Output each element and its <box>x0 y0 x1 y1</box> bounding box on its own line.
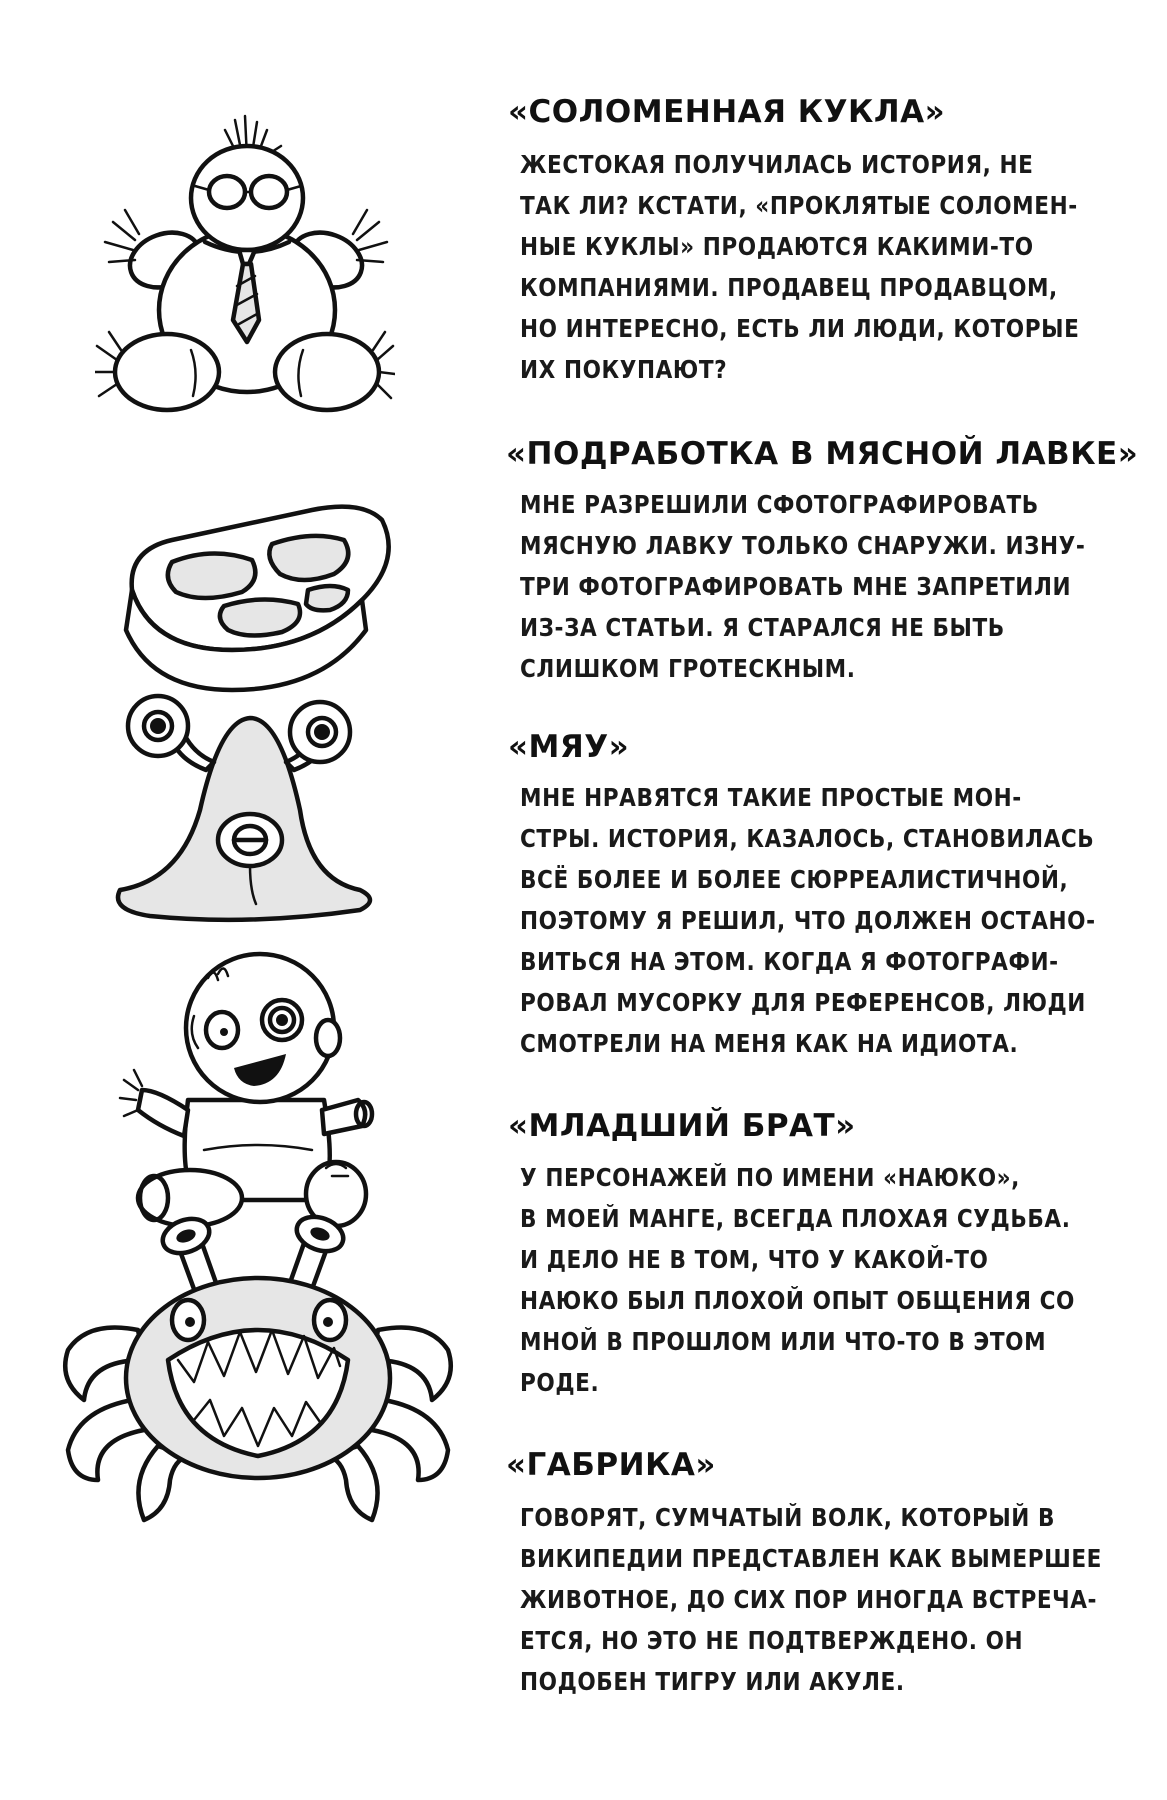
section-text-line: ЕТСЯ, НО ЭТО НЕ ПОДТВЕРЖДЕНО. ОН <box>520 1626 1024 1655</box>
section-text-line: ГОВОРЯТ, СУМЧАТЫЙ ВОЛК, КОТОРЫЙ В <box>520 1503 1056 1532</box>
section-text-line: ИХ ПОКУПАЮТ? <box>520 355 728 384</box>
baby-doll-icon <box>118 950 388 1230</box>
section-text-line: МНОЙ В ПРОШЛОМ ИЛИ ЧТО-ТО В ЭТОМ <box>520 1327 1047 1356</box>
crab-monster-icon <box>48 1210 468 1540</box>
steak-icon <box>112 500 402 700</box>
section-text-line: ИЗ-ЗА СТАТЬИ. Я СТАРАЛСЯ НЕ БЫТЬ <box>520 613 1005 642</box>
section-text-line: МНЕ НРАВЯТСЯ ТАКИЕ ПРОСТЫЕ МОН- <box>520 783 1022 812</box>
section-title: «СОЛОМЕННАЯ КУКЛА» <box>508 94 946 130</box>
section-text-line: НО ИНТЕРЕСНО, ЕСТЬ ЛИ ЛЮДИ, КОТОРЫЕ <box>520 314 1080 343</box>
section-title: «ПОДРАБОТКА В МЯСНОЙ ЛАВКЕ» <box>506 436 1139 472</box>
section-text-line: СТРЫ. ИСТОРИЯ, КАЗАЛОСЬ, СТАНОВИЛАСЬ <box>520 824 1095 853</box>
straw-doll-icon <box>95 110 395 450</box>
section-text-line: ЖЕСТОКАЯ ПОЛУЧИЛАСЬ ИСТОРИЯ, НЕ <box>520 150 1034 179</box>
section-text-line: У ПЕРСОНАЖЕЙ ПО ИМЕНИ «НАЮКО», <box>520 1163 1020 1192</box>
section-text-line: НЫЕ КУКЛЫ» ПРОДАЮТСЯ КАКИМИ-ТО <box>520 232 1034 261</box>
section-text-line: ВСЁ БОЛЕЕ И БОЛЕЕ СЮРРЕАЛИСТИЧНОЙ, <box>520 865 1069 894</box>
section-text-line: МЯСНУЮ ЛАВКУ ТОЛЬКО СНАРУЖИ. ИЗНУ- <box>520 531 1086 560</box>
section-text-line: ТАК ЛИ? КСТАТИ, «ПРОКЛЯТЫЕ СОЛОМЕН- <box>520 191 1078 220</box>
section-title: «МЛАДШИЙ БРАТ» <box>508 1108 856 1144</box>
section-text-line: ПОЭТОМУ Я РЕШИЛ, ЧТО ДОЛЖЕН ОСТАНО- <box>520 906 1096 935</box>
section-text-line: РОВАЛ МУСОРКУ ДЛЯ РЕФЕРЕНСОВ, ЛЮДИ <box>520 988 1086 1017</box>
section-text-line: И ДЕЛО НЕ В ТОМ, ЧТО У КАКОЙ-ТО <box>520 1245 989 1274</box>
section-text-line: ВИКИПЕДИИ ПРЕДСТАВЛЕН КАК ВЫМЕРШЕЕ <box>520 1544 1103 1573</box>
section-text-line: СЛИШКОМ ГРОТЕСКНЫМ. <box>520 654 856 683</box>
section-text-line: СМОТРЕЛИ НА МЕНЯ КАК НА ИДИОТА. <box>520 1029 1019 1058</box>
section-text-line: КОМПАНИЯМИ. ПРОДАВЕЦ ПРОДАВЦОМ, <box>520 273 1058 302</box>
section-text-line: ВИТЬСЯ НА ЭТОМ. КОГДА Я ФОТОГРАФИ- <box>520 947 1059 976</box>
slug-monster-icon <box>110 690 390 950</box>
section-text-line: МНЕ РАЗРЕШИЛИ СФОТОГРАФИРОВАТЬ <box>520 490 1039 519</box>
section-text-line: В МОЕЙ МАНГЕ, ВСЕГДА ПЛОХАЯ СУДЬБА. <box>520 1204 1071 1233</box>
section-title: «ГАБРИКА» <box>506 1447 716 1483</box>
section-text-line: НАЮКО БЫЛ ПЛОХОЙ ОПЫТ ОБЩЕНИЯ СО <box>520 1286 1075 1315</box>
section-text-line: РОДЕ. <box>520 1368 600 1397</box>
section-title: «МЯУ» <box>508 729 630 765</box>
section-text-line: ЖИВОТНОЕ, ДО СИХ ПОР ИНОГДА ВСТРЕЧА- <box>520 1585 1098 1614</box>
section-text-line: ТРИ ФОТОГРАФИРОВАТЬ МНЕ ЗАПРЕТИЛИ <box>520 572 1072 601</box>
section-text-line: ПОДОБЕН ТИГРУ ИЛИ АКУЛЕ. <box>520 1667 905 1696</box>
